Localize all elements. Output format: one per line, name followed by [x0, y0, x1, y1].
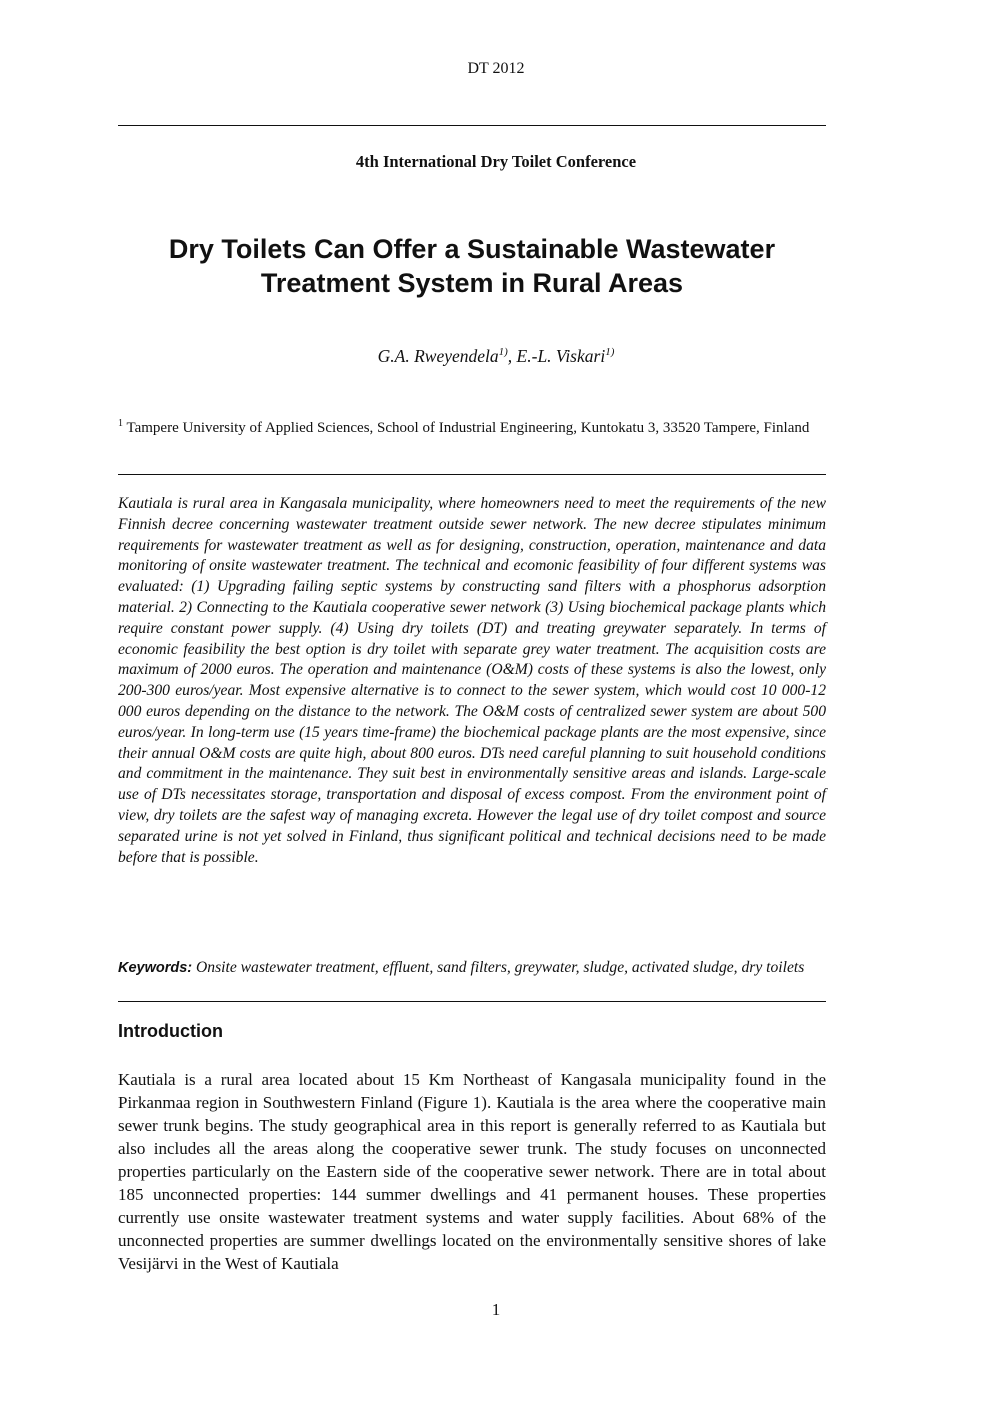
keywords-text: Onsite wastewater treatment, effluent, sand filters, greywater, sludge, activated sludge, dry toilets: [196, 959, 805, 976]
author-list: [0, 346, 992, 367]
paper-title: Dry Toilets Can Offer a Sustainable Wastewater Treatment System in Rural Areas: [168, 234, 776, 298]
introduction-paragraph: Kautiala is a rural area located about 15 Km Northeast of Kangasala municipality found in the Pirkanmaa region in Southwestern Finland (Figure 1). Kautiala is the area where the cooperative main sewer trunk begins. The study geographical area in this report is generally referred to as Kautiala but also includes all the areas along the cooperative sewer trunk. The study focuses on unconnected properties particularly on the Eastern side of the cooperative sewer network. There are in total about 185 unconnected properties: 144 summer dwellings and 41 permanent houses. These properties currently use onsite wastewater treatment systems and water supply facilities. About 68% of the unconnected properties are summer dwellings located on the environmentally sensitive shores of lake Vesijärvi in the West of Kautiala: [118, 1070, 826, 1273]
running-header: DT 2012: [467, 60, 525, 77]
author-name: E.-L. Viskari: [516, 346, 606, 366]
keywords-label: Keywords:: [118, 960, 193, 976]
author-separator: ,: [507, 346, 517, 366]
affiliation-mark: 1): [498, 346, 508, 359]
affiliation-text: Tampere University of Applied Sciences, School of Industrial Engineering, Kuntokatu 3, 33520 Tampere, Finland: [126, 420, 810, 436]
conference-name: 4th International Dry Toilet Conference: [355, 152, 637, 171]
abstract-top-rule: [118, 474, 826, 475]
page-number: 1: [491, 1300, 501, 1319]
keywords: [118, 958, 826, 979]
affiliation-number: 1: [118, 418, 123, 429]
abstract: Kautiala is rural area in Kangasala municipality, where homeowners need to meet the requirements of the new Finnish decree concerning wastewater treatment outside sewer network. The new decree stipulates minimum requirements for wastewater treatment as well as for designing, construction, operation, maintenance and data monitoring of onsite wastewater treatment. The technical and ecomonic feasibility of four different systems was evaluated: (1) Upgrading failing septic systems by constructing sand filters with a phosphorus adsorption material. 2) Connecting to the Kautiala cooperative sewer network (3) Using biochemical package plants which require constant power supply. (4) Using dry toilets (DT) and treating greywater separately. In terms of economic feasibility the best option is dry toilet with separate grey water treatment. The acquisition costs are maximum of 2000 euros. The operation and maintenance (O&M) costs of these systems is also the lowest, only 200-300 euros/year. Most expensive alternative is to connect to the sewer system, which would cost 10 000-12 000 euros depending on the distance to the network. The O&M costs of centralized sewer system are about 500 euros/year. In long-term use (15 years time-frame) the biochemical package plants are the most expensive, since their annual O&M costs are quite high, about 800 euros. DTs need careful planning to suit household conditions and commitment in the maintenance. They suit best in environmentally sensitive areas and islands. Large-scale use of DTs necessitates storage, transportation and disposal of excess compost. From the environment point of view, dry toilets are the safest way of managing excreta. However the legal use of dry toilet compost and source separated urine is not yet solved in Finland, thus significant political and technical decisions need to be made before that is possible.: [118, 495, 826, 866]
affiliation-mark: 1): [605, 346, 615, 359]
section-heading-introduction: Introduction: [118, 1021, 223, 1041]
header-rule: [118, 125, 826, 126]
abstract-bottom-rule: [118, 1001, 826, 1002]
affiliation: [118, 413, 826, 439]
author-name: G.A. Rweyendela: [377, 346, 499, 366]
